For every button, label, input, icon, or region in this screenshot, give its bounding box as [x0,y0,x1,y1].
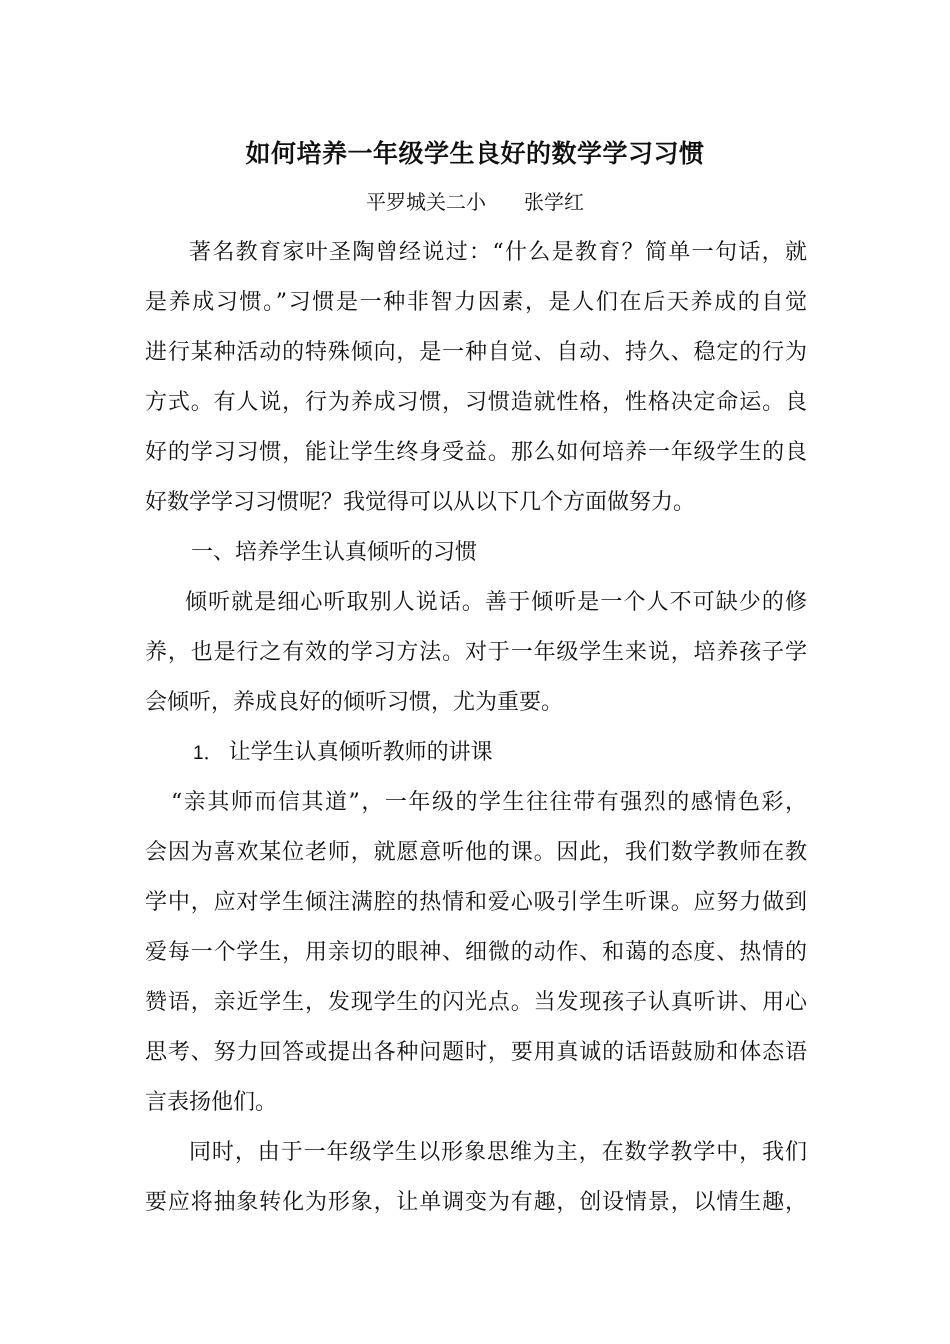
document-title: 如何培养一年级学生良好的数学学习习惯 [245,139,705,168]
paragraph-imagery [145,1128,807,1228]
author-name: 张学红 [524,190,584,214]
subheading-number: 1． [193,743,223,764]
text-line: 学中，应对学生倾注满腔的热情和爱心吸引学生听课。应努力做到 [145,890,807,915]
text-line: 好的学习习惯，能让学生终身受益。那么如何培养一年级学生的良 [145,440,807,465]
text-line: 同时，由于一年级学生以形象思维为主，在数学教学中，我们 [189,1140,807,1165]
text-line: 言表扬他们。 [145,1090,278,1115]
text-line: 思考、努力回答或提出各种问题时，要用真诚的话语鼓励和体态语 [145,1040,807,1065]
text-line: 著名教育家叶圣陶曾经说过：“什么是教育？简单一句话，就 [189,240,807,265]
text-line: “亲其师而信其道”，一年级的学生往往带有强烈的感情色彩， [171,790,807,815]
paragraph-teacher [145,778,807,1128]
text-line: 倾听就是细心听取别人说话。善于倾听是一个人不可缺少的修 [185,590,807,615]
text-line: 会因为喜欢某位老师，就愿意听他的课。因此，我们数学教师在教 [145,840,807,865]
subheading-text: 让学生认真倾听教师的讲课 [228,740,493,765]
paragraph-listening [145,578,807,728]
text-line: 是养成习惯。”习惯是一种非智力因素，是人们在后天养成的自觉 [145,290,807,315]
text-line: 养，也是行之有效的学习方法。对于一年级学生来说，培养孩子学 [145,640,807,665]
paragraph-intro [145,228,807,528]
author-line [0,186,950,215]
text-line: 进行某种活动的特殊倾向，是一种自觉、自动、持久、稳定的行为 [145,340,807,365]
text-line: 方式。有人说，行为养成习惯，习惯造就性格，性格决定命运。良 [145,390,807,415]
text-line: 爱每一个学生，用亲切的眼神、细微的动作、和蔼的态度、热情的 [145,940,807,965]
document-body [145,228,807,1228]
section-heading-1: 一、培养学生认真倾听的习惯 [191,540,478,565]
text-line: 要应将抽象转化为形象，让单调变为有趣，创设情景，以情生趣， [145,1190,807,1215]
subheading-1 [145,728,807,778]
author-school: 平罗城关二小 [366,190,486,214]
text-line: 会倾听，养成良好的倾听习惯，尤为重要。 [145,690,564,715]
text-line: 赞语，亲近学生，发现学生的闪光点。当发现孩子认真听讲、用心 [145,990,807,1015]
text-line: 好数学学习习惯呢？我觉得可以从以下几个方面做努力。 [145,490,696,515]
